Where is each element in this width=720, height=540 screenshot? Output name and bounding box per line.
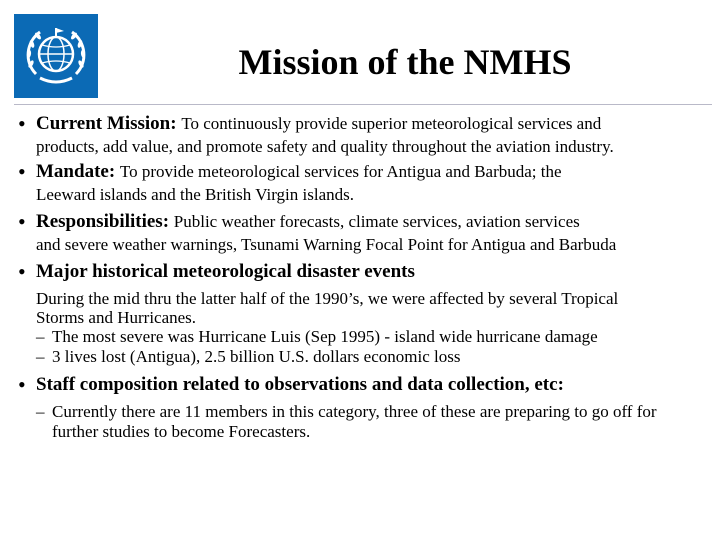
slide-body [16,110,716,442]
bullet-staff-composition [16,371,716,442]
sub-bullet-text: The most severe was Hurricane Luis (Sep 1995) - island wide hurricane damage [52,327,598,346]
sub-bullet-text: 3 lives lost (Antigua), 2.5 billion U.S. dollars economic loss [52,347,461,366]
bullet-dot: • [18,111,26,136]
sub-bullet [36,347,716,367]
bullet-dot: • [18,372,26,397]
bullet-dot: • [18,159,26,184]
bullet-text: Public weather forecasts, climate services, aviation services [173,212,580,231]
bullet-text: To continuously provide superior meteorological services and [181,114,602,133]
wmo-logo [14,14,98,98]
dash-marker: – [36,402,45,421]
bullet-label: Current Mission: [36,113,177,134]
bullet-current-mission [16,110,716,156]
bullet-label: Responsibilities: [36,211,170,232]
bullet-text-continued: products, add value, and promote safety and quality throughout the aviation industry. [36,137,614,156]
bullet-mandate [16,158,716,204]
sub-bullet [36,327,716,347]
wmo-emblem-icon [14,14,98,98]
bullet-text-continued: Leeward islands and the British Virgin islands. [36,185,355,204]
sub-bullet [36,402,702,442]
bullet-label: Major historical meteorological disaster events [36,261,415,282]
bullet-dot: • [18,209,26,234]
bullet-responsibilities [16,208,716,254]
bullet-label: Mandate: [36,161,116,182]
bullet-disaster-events [16,258,716,367]
dash-marker: – [36,327,45,346]
bullet-dot: • [18,259,26,284]
sub-bullet-text: Currently there are 11 members in this category, three of these are preparing to go off for further studies to become Forecasters. [52,402,657,441]
dash-marker: – [36,347,45,366]
bullet-text: During the mid thru the latter half of the 1990’s, we were affected by several Tropical Storms and Hurricanes. [36,289,619,327]
bullet-label: Staff composition related to observations and data collection, etc: [36,374,564,395]
title-divider [14,104,712,105]
slide-title: Mission of the NMHS [238,42,572,82]
bullet-text: To provide meteorological services for Antigua and Barbuda; the [119,162,562,181]
bullet-text-continued: and severe weather warnings, Tsunami Warning Focal Point for Antigua and Barbuda [36,235,617,254]
